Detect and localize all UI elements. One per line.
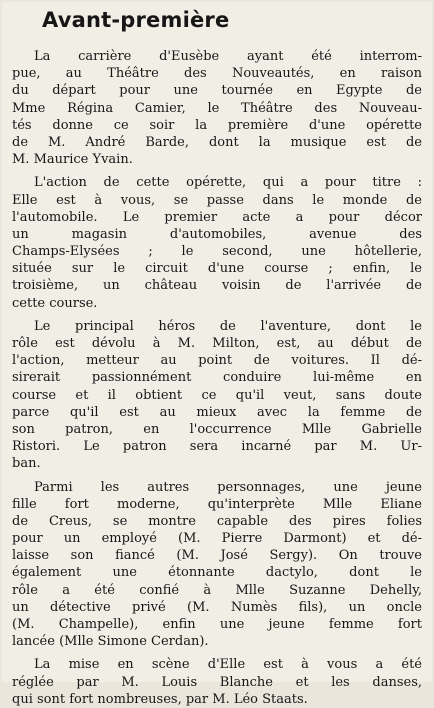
text-line: troisième, un château voisin de l'arrivée de xyxy=(12,278,422,294)
text-line: tés donne ce soir la première d'une opérette xyxy=(12,117,422,133)
article-paragraph xyxy=(12,174,422,312)
text-line: rôle est dévolu à M. Milton, est, au début de xyxy=(12,336,422,351)
text-line: pue, au Théâtre des Nouveautés, en raison xyxy=(12,66,422,82)
text-line: Elle est à vous, se passe dans le monde de xyxy=(12,192,422,208)
text-line: fille fort moderne, qu'interprète Mlle Eliane xyxy=(12,496,422,512)
text-line: pour un employé (M. Pierre Darmont) et dé- xyxy=(12,531,422,547)
text-line: réglée par M. Louis Blanche et les danses, xyxy=(12,674,422,690)
text-line: Ristori. Le patron sera incarné par M. Ur- xyxy=(12,439,422,455)
article-paragraph xyxy=(12,656,422,708)
text-line: L'action de cette opérette, qui a pour titre : xyxy=(34,175,422,191)
text-line: (M. Champelle), enfin une jeune femme fort xyxy=(12,617,422,632)
text-line: sirerait passionnément conduire lui-même en xyxy=(12,370,422,386)
article-paragraph xyxy=(12,318,422,473)
text-line: l'action, metteur au point de voitures. Il dé- xyxy=(12,353,422,369)
text-line: du départ pour une tournée en Egypte de xyxy=(12,83,422,99)
text-line: Champs-Elysées ; le second, une hôtellerie, xyxy=(12,244,422,260)
article-title: Avant-première xyxy=(42,8,230,32)
text-line: également une étonnante dactylo, dont le xyxy=(12,565,422,581)
text-line: Le principal héros de l'aventure, dont le xyxy=(34,318,422,334)
article-paragraph xyxy=(12,479,422,651)
text-line: M. Maurice Yvain. xyxy=(12,152,133,168)
text-line: située sur le circuit d'une course ; enfin, le xyxy=(12,261,422,277)
text-line: course et il obtient ce qu'il veut, sans doute xyxy=(12,387,422,403)
text-line: qui sont fort nombreuses, par M. Léo Staats. xyxy=(12,691,308,707)
text-line: parce qu'il est au mieux avec la femme de xyxy=(12,404,422,420)
newspaper-clipping xyxy=(2,2,432,707)
text-line: laisse son fiancé (M. José Sergy). On trouve xyxy=(12,548,422,564)
text-line: rôle a été confié à Mlle Suzanne Dehelly, xyxy=(12,582,422,598)
text-line: La mise en scène d'Elle est à vous a été xyxy=(34,657,422,673)
text-line: Mme Régina Camier, le Théâtre des Nouveau- xyxy=(12,100,422,116)
text-line: l'automobile. Le premier acte a pour décor xyxy=(12,209,422,225)
text-line: son patron, en l'occurrence Mlle Gabrielle xyxy=(12,421,422,437)
text-line: lancée (Mlle Simone Cerdan). xyxy=(12,634,209,650)
text-line: un détective privé (M. Numès fils), un oncle xyxy=(12,599,422,615)
text-line: Parmi les autres personnages, une jeune xyxy=(34,479,422,495)
article-paragraph xyxy=(12,48,422,168)
text-line: La carrière d'Eusèbe ayant été interrom- xyxy=(34,49,422,64)
text-line: ban. xyxy=(12,456,41,472)
text-line: cette course. xyxy=(12,295,98,311)
article-body xyxy=(12,48,422,708)
text-line: de Creus, se montre capable des pires folies xyxy=(12,513,422,529)
text-line: un magasin d'automobiles, avenue des xyxy=(12,226,422,242)
text-line: de M. André Barde, dont la musique est de xyxy=(12,134,422,150)
